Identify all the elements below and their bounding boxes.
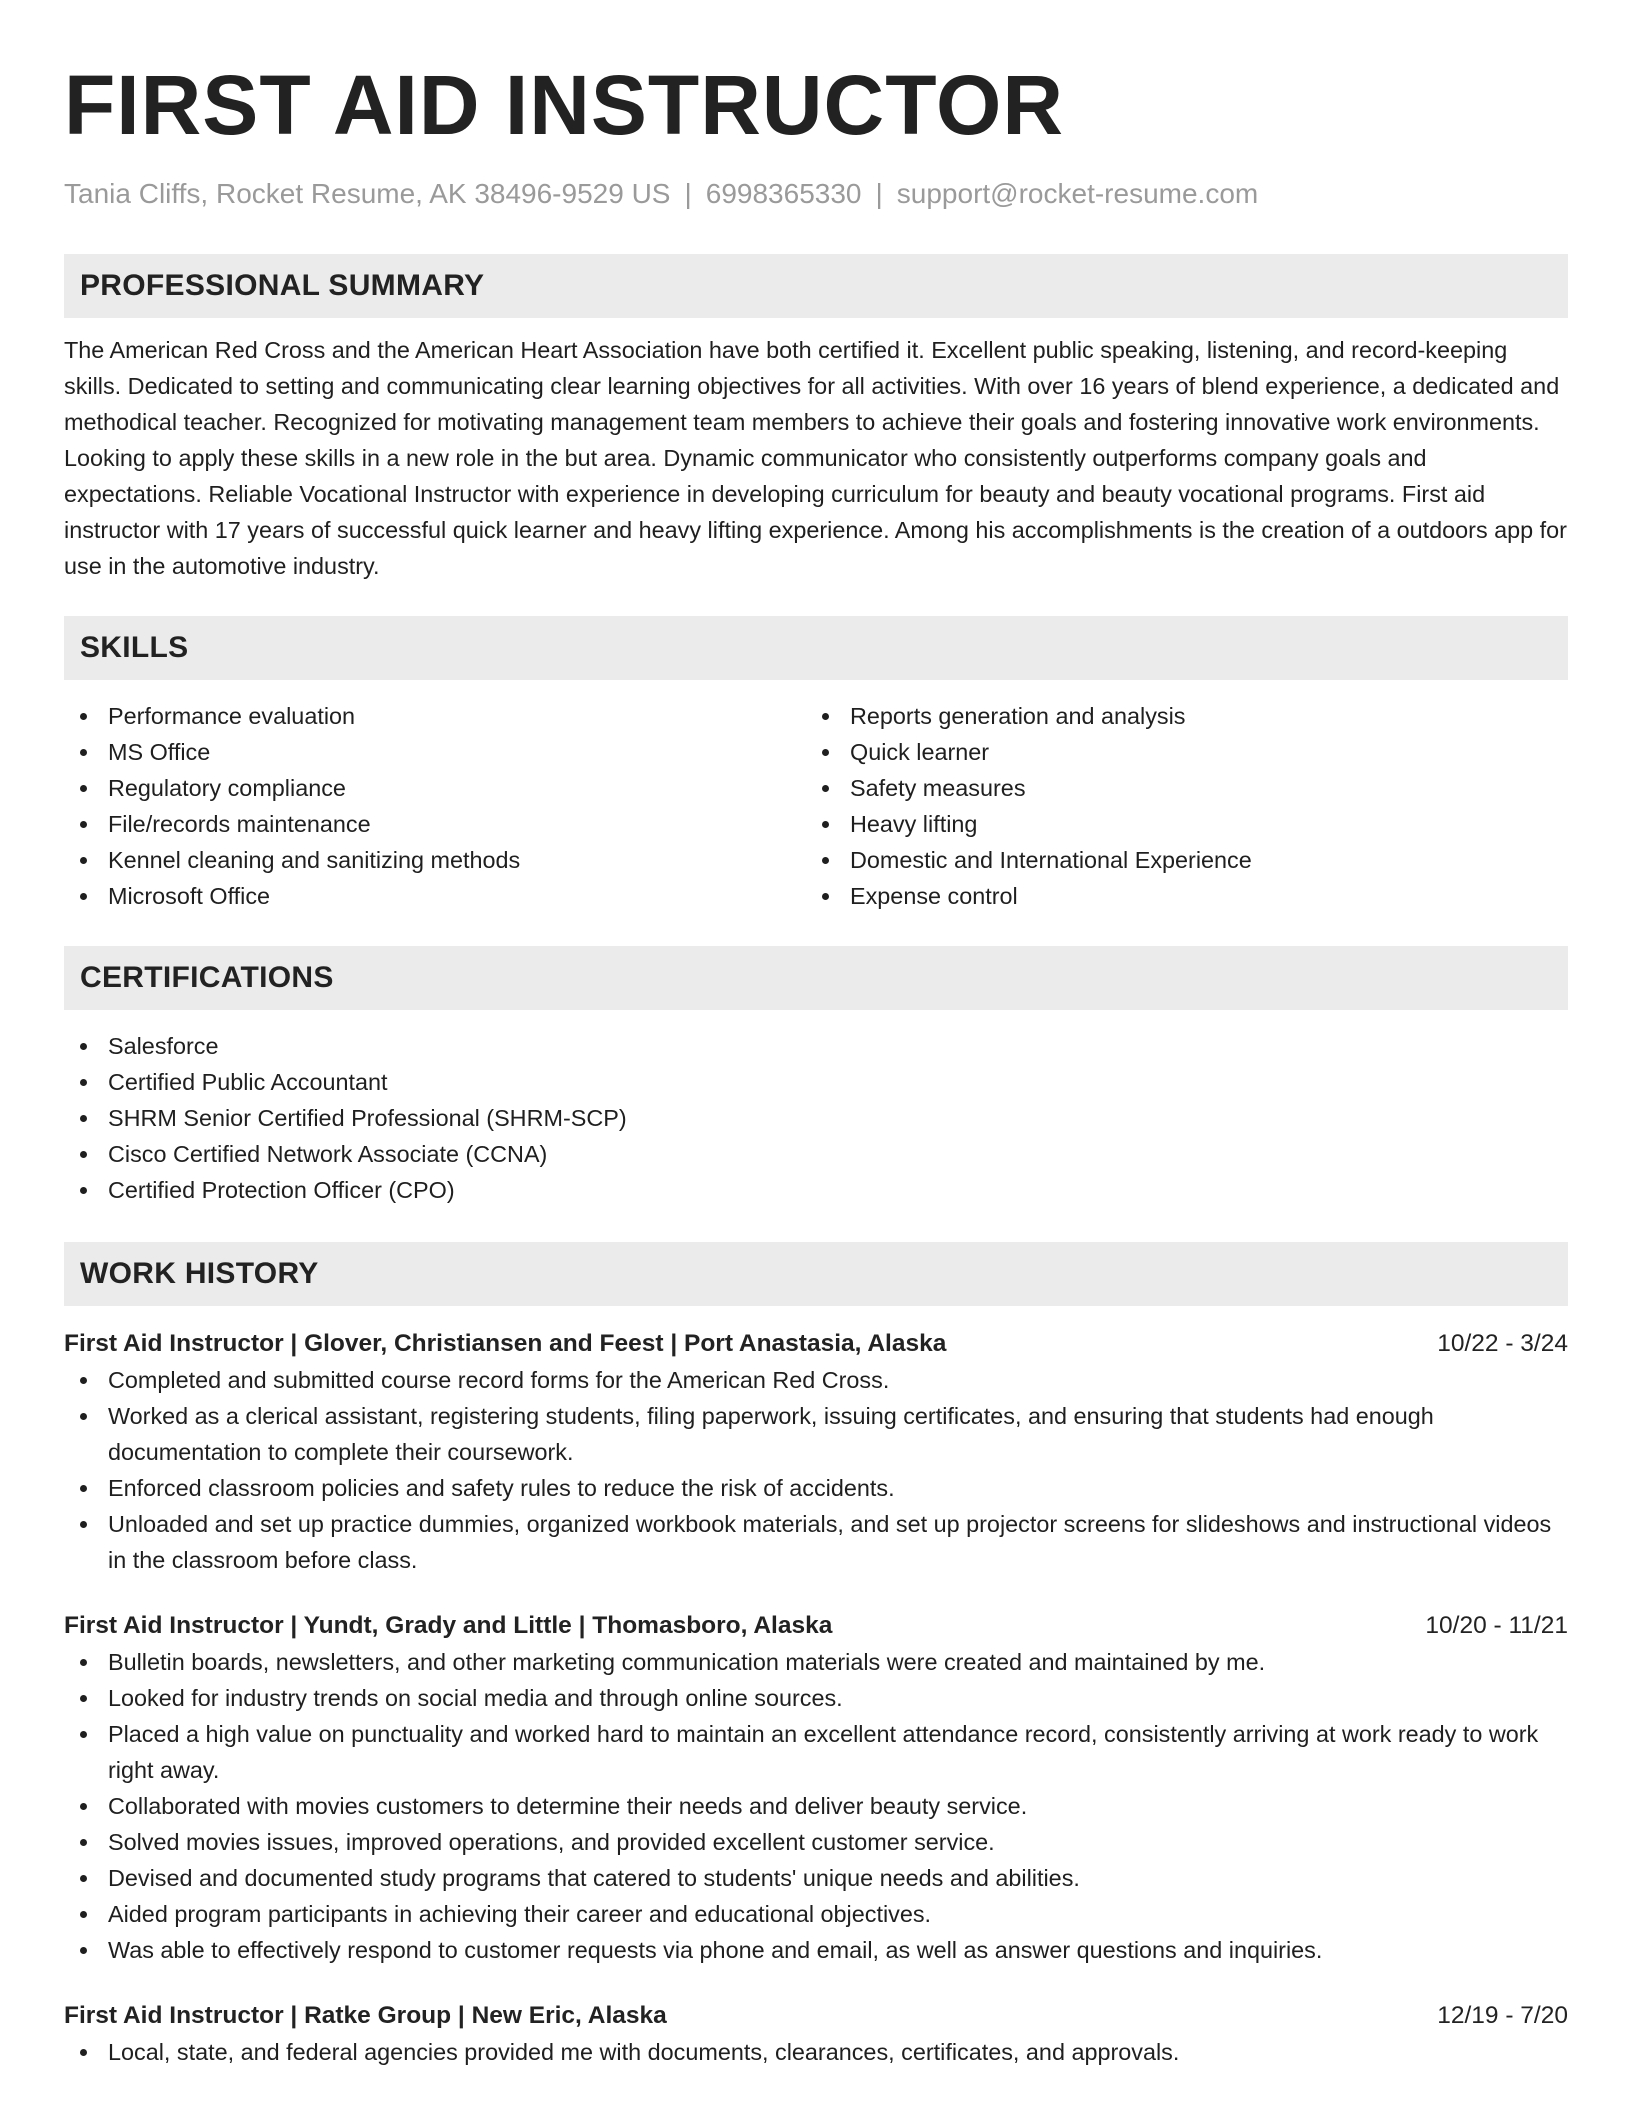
- work-history-section: [64, 1242, 1568, 2070]
- job-entry: [64, 1998, 1568, 2070]
- contact-email: support@rocket-resume.com: [896, 178, 1259, 209]
- job-dates: 12/19 - 7/20: [1437, 2002, 1568, 2029]
- skill-item: MS Office: [64, 734, 806, 770]
- resume-page: [64, 50, 1568, 2070]
- skill-item: Reports generation and analysis: [806, 698, 1548, 734]
- job-bullet: Bulletin boards, newsletters, and other marketing communication materials were created and maintained by me.: [64, 1644, 1568, 1680]
- skill-item: Heavy lifting: [806, 806, 1548, 842]
- job-dates: 10/22 - 3/24: [1437, 1330, 1568, 1357]
- skills-right-list: [806, 698, 1548, 914]
- contact-phone: 6998365330: [705, 178, 862, 209]
- job-bullet: Completed and submitted course record forms for the American Red Cross.: [64, 1362, 1568, 1398]
- certification-item: Cisco Certified Network Associate (CCNA): [64, 1136, 1568, 1172]
- certifications-section: [64, 946, 1568, 1208]
- summary-section: [64, 254, 1568, 584]
- certifications-heading: CERTIFICATIONS: [64, 946, 1568, 1010]
- job-header: [64, 1998, 1568, 2034]
- job-header: [64, 1326, 1568, 1362]
- skill-item: Performance evaluation: [64, 698, 806, 734]
- job-bullet: Worked as a clerical assistant, registering students, filing paperwork, issuing certificates, and ensuring that students had enough documentation to complete their coursework.: [64, 1398, 1568, 1470]
- job-bullet: Aided program participants in achieving their career and educational objectives.: [64, 1896, 1568, 1932]
- skill-item: Quick learner: [806, 734, 1548, 770]
- job-bullets: [64, 1362, 1568, 1578]
- skills-grid: [64, 698, 1568, 914]
- certification-item: Certified Protection Officer (CPO): [64, 1172, 1568, 1208]
- skill-item: Kennel cleaning and sanitizing methods: [64, 842, 806, 878]
- certifications-list: [64, 1028, 1568, 1208]
- job-header: [64, 1608, 1568, 1644]
- job-bullet: Placed a high value on punctuality and worked hard to maintain an excellent attendance record, consistently arriving at work ready to work right away.: [64, 1716, 1568, 1788]
- skills-section: [64, 616, 1568, 914]
- certification-item: SHRM Senior Certified Professional (SHRM-SCP): [64, 1100, 1568, 1136]
- job-entry: [64, 1608, 1568, 1968]
- job-bullet: Looked for industry trends on social media and through online sources.: [64, 1680, 1568, 1716]
- skill-item: File/records maintenance: [64, 806, 806, 842]
- skill-item: Safety measures: [806, 770, 1548, 806]
- summary-text: The American Red Cross and the American Heart Association have both certified it. Excellent public speaking, listening, and record-keeping skills. Dedicated to setting and communicating clear learning objectives for all activities. With over 16 years of blend experience, a dedicated and methodical teacher. Recognized for motivating management team members to achieve their goals and fostering innovative work environments. Looking to apply these skills in a new role in the but area. Dynamic communicator who consistently outperforms company goals and expectations. Reliable Vocational Instructor with experience in developing curriculum for beauty and beauty vocational programs. First aid instructor with 17 years of successful quick learner and heavy lifting experience. Among his accomplishments is the creation of a outdoors app for use in the automotive industry.: [64, 337, 1567, 579]
- job-bullet: Unloaded and set up practice dummies, organized workbook materials, and set up projector screens for slideshows and instructional videos in the classroom before class.: [64, 1506, 1568, 1578]
- work-history-heading: WORK HISTORY: [64, 1242, 1568, 1306]
- skills-left-list: [64, 698, 806, 914]
- contact-address: Tania Cliffs, Rocket Resume, AK 38496-9529 US: [64, 178, 671, 209]
- contact-line: [64, 174, 1568, 214]
- skill-item: Domestic and International Experience: [806, 842, 1548, 878]
- job-bullet: Devised and documented study programs that catered to students' unique needs and abilities.: [64, 1860, 1568, 1896]
- skill-item: Expense control: [806, 878, 1548, 914]
- job-bullet: Was able to effectively respond to customer requests via phone and email, as well as answer questions and inquiries.: [64, 1932, 1568, 1968]
- job-bullets: [64, 1644, 1568, 1968]
- resume-title: FIRST AID INSTRUCTOR: [64, 58, 1064, 152]
- summary-heading: PROFESSIONAL SUMMARY: [64, 254, 1568, 318]
- job-bullet: Enforced classroom policies and safety rules to reduce the risk of accidents.: [64, 1470, 1568, 1506]
- job-bullets: [64, 2034, 1568, 2070]
- job-bullet: Solved movies issues, improved operations, and provided excellent customer service.: [64, 1824, 1568, 1860]
- job-dates: 10/20 - 11/21: [1425, 1612, 1568, 1639]
- job-title: First Aid Instructor | Ratke Group | New Eric, Alaska: [64, 2002, 667, 2029]
- skills-heading: SKILLS: [64, 616, 1568, 680]
- certification-item: Certified Public Accountant: [64, 1064, 1568, 1100]
- skill-item: Microsoft Office: [64, 878, 806, 914]
- job-bullet: Collaborated with movies customers to determine their needs and deliver beauty service.: [64, 1788, 1568, 1824]
- skill-item: Regulatory compliance: [64, 770, 806, 806]
- contact-separator: |: [875, 178, 883, 209]
- job-bullet: Local, state, and federal agencies provided me with documents, clearances, certificates, and approvals.: [64, 2034, 1568, 2070]
- contact-separator: |: [684, 178, 692, 209]
- certification-item: Salesforce: [64, 1028, 1568, 1064]
- job-title: First Aid Instructor | Yundt, Grady and Little | Thomasboro, Alaska: [64, 1612, 833, 1639]
- job-title: First Aid Instructor | Glover, Christiansen and Feest | Port Anastasia, Alaska: [64, 1330, 947, 1357]
- job-entry: [64, 1326, 1568, 1578]
